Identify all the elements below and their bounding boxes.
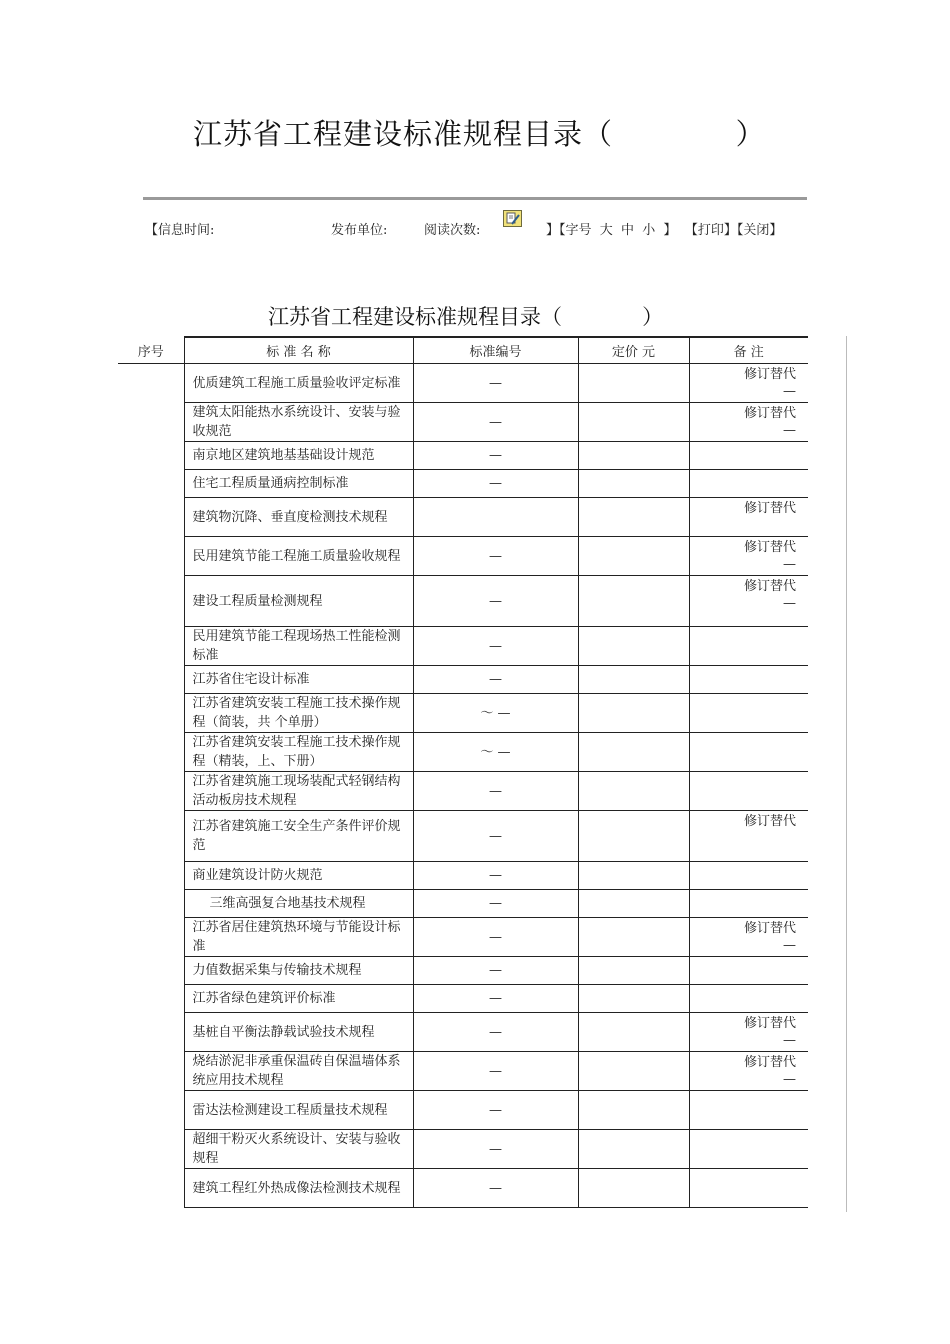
cell-note xyxy=(689,1169,808,1208)
cell-note xyxy=(689,442,808,470)
cell-name xyxy=(184,537,413,576)
cell-code: — xyxy=(413,442,578,470)
cell-name xyxy=(184,576,413,627)
cell-code: — xyxy=(413,1013,578,1052)
table-row xyxy=(118,627,808,666)
note-text: 修订替代 xyxy=(743,1016,796,1031)
cell-price xyxy=(578,1013,689,1052)
note-dash: — xyxy=(783,557,796,572)
table-row xyxy=(118,772,808,811)
cell-code: — xyxy=(413,918,578,957)
table-row xyxy=(118,498,808,537)
cell-price xyxy=(578,576,689,627)
info-controls[interactable]: 】【字号 大 中 小 】 【打印】【关闭】 xyxy=(546,223,783,238)
cell-seq xyxy=(118,862,184,890)
cell-seq xyxy=(118,694,184,733)
note-text: 修订替代 xyxy=(743,921,796,936)
cell-price xyxy=(578,470,689,498)
cell-name xyxy=(184,957,413,985)
table-row xyxy=(118,1130,808,1169)
cell-price xyxy=(578,733,689,772)
cell-code: ～ — xyxy=(413,694,578,733)
cell-name xyxy=(184,1052,413,1091)
cell-seq xyxy=(118,1052,184,1091)
cell-note xyxy=(689,811,808,862)
cell-code: — xyxy=(413,957,578,985)
note-text: 修订替代 xyxy=(743,814,796,829)
cell-code: — xyxy=(413,627,578,666)
note-dash: — xyxy=(783,596,796,611)
cell-seq xyxy=(118,442,184,470)
cell-note xyxy=(689,537,808,576)
cell-note xyxy=(689,890,808,918)
standard-name: 基桩自平衡法静载试验技术规程 xyxy=(192,1024,375,1040)
cell-price xyxy=(578,1052,689,1091)
standard-name: 江苏省建筑施工安全生产条件评价规范 xyxy=(192,819,401,853)
info-publisher-label: 发布单位: xyxy=(331,223,388,238)
table-row xyxy=(118,470,808,498)
note-text: 修订替代 xyxy=(743,406,796,421)
table-header-row xyxy=(118,338,808,364)
cell-code: — xyxy=(413,364,578,403)
cell-note xyxy=(689,666,808,694)
cell-price xyxy=(578,1169,689,1208)
table-row xyxy=(118,1052,808,1091)
standard-name: 建筑工程红外热成像法检测技术规程 xyxy=(192,1180,401,1196)
standard-name: 建筑太阳能热水系统设计、安装与验收规范 xyxy=(192,405,401,439)
cell-seq xyxy=(118,1013,184,1052)
cell-name xyxy=(184,498,413,537)
cell-seq xyxy=(118,666,184,694)
standard-name: 超细干粉灭火系统设计、安装与验收规程 xyxy=(192,1132,401,1166)
cell-code: — xyxy=(413,985,578,1013)
info-time-label: 【信息时间: xyxy=(145,223,215,238)
standard-name: 江苏省绿色建筑评价标准 xyxy=(192,991,336,1006)
cell-code: — xyxy=(413,1130,578,1169)
standard-name: 江苏省居住建筑热环境与节能设计标准 xyxy=(192,920,401,954)
cell-code: — xyxy=(413,811,578,862)
cell-price xyxy=(578,364,689,403)
table-row xyxy=(118,576,808,627)
standard-name: 三维高强复合地基技术规程 xyxy=(209,896,366,911)
cell-price xyxy=(578,442,689,470)
document-pencil-icon xyxy=(503,210,522,227)
cell-note xyxy=(689,1130,808,1169)
cell-seq xyxy=(118,537,184,576)
cell-seq xyxy=(118,627,184,666)
table-row xyxy=(118,957,808,985)
cell-seq xyxy=(118,733,184,772)
table-title: 江苏省工程建设标准规程目录（ ） xyxy=(268,305,664,329)
table-row xyxy=(118,862,808,890)
cell-name xyxy=(184,811,413,862)
cell-note xyxy=(689,772,808,811)
table-row xyxy=(118,442,808,470)
cell-note xyxy=(689,862,808,890)
cell-note xyxy=(689,1091,808,1130)
cell-seq xyxy=(118,772,184,811)
standard-name: 江苏省建筑安装工程施工技术操作规程（简装，共 个单册） xyxy=(192,696,401,730)
cell-seq xyxy=(118,498,184,537)
standard-name: 江苏省建筑安装工程施工技术操作规程（精装，上、下册） xyxy=(192,735,401,769)
header-code: 标准编号 xyxy=(413,338,578,364)
cell-note xyxy=(689,627,808,666)
cell-price xyxy=(578,666,689,694)
cell-code: — xyxy=(413,772,578,811)
table-row xyxy=(118,403,808,442)
cell-price xyxy=(578,918,689,957)
cell-price xyxy=(578,627,689,666)
note-dash: — xyxy=(783,1072,796,1087)
cell-price xyxy=(578,985,689,1013)
table-row xyxy=(118,1091,808,1130)
table-row xyxy=(118,537,808,576)
standard-name: 民用建筑节能工程现场热工性能检测标准 xyxy=(192,629,401,663)
cell-price xyxy=(578,862,689,890)
cell-price xyxy=(578,498,689,537)
standard-name: 南京地区建筑地基基础设计规范 xyxy=(192,448,375,463)
divider xyxy=(143,197,807,200)
note-text: 修订替代 xyxy=(743,367,796,382)
cell-name xyxy=(184,666,413,694)
page-title: 江苏省工程建设标准规程目录（ ） xyxy=(193,117,766,151)
cell-price xyxy=(578,957,689,985)
note-dash: — xyxy=(783,938,796,953)
standard-name: 民用建筑节能工程施工质量验收规程 xyxy=(192,548,401,564)
cell-code: — xyxy=(413,1091,578,1130)
cell-name xyxy=(184,985,413,1013)
cell-name xyxy=(184,733,413,772)
table-row xyxy=(118,733,808,772)
note-dash: — xyxy=(783,384,796,399)
cell-note xyxy=(689,1013,808,1052)
table-row xyxy=(118,694,808,733)
note-dash: — xyxy=(783,1033,796,1048)
cell-code xyxy=(413,498,578,537)
table-row xyxy=(118,811,808,862)
cell-seq xyxy=(118,811,184,862)
cell-code: — xyxy=(413,890,578,918)
standard-name: 住宅工程质量通病控制标准 xyxy=(192,476,349,491)
cell-code: — xyxy=(413,537,578,576)
standard-name: 雷达法检测建设工程质量技术规程 xyxy=(192,1102,388,1118)
cell-price xyxy=(578,1130,689,1169)
note-text: 修订替代 xyxy=(743,540,796,555)
cell-seq xyxy=(118,470,184,498)
cell-note xyxy=(689,403,808,442)
cell-note xyxy=(689,1052,808,1091)
standard-name: 建设工程质量检测规程 xyxy=(192,593,323,609)
cell-name xyxy=(184,1169,413,1208)
cell-name xyxy=(184,694,413,733)
cell-code: — xyxy=(413,666,578,694)
cell-name xyxy=(184,890,413,918)
standard-name: 建筑物沉降、垂直度检测技术规程 xyxy=(192,509,388,525)
standards-table xyxy=(118,338,808,1208)
cell-seq xyxy=(118,1130,184,1169)
standard-name: 江苏省建筑施工现场装配式轻钢结构活动板房技术规程 xyxy=(192,774,401,808)
cell-name xyxy=(184,1013,413,1052)
standard-name: 江苏省住宅设计标准 xyxy=(192,672,310,687)
cell-seq xyxy=(118,918,184,957)
cell-seq xyxy=(118,576,184,627)
cell-price xyxy=(578,890,689,918)
note-text: 修订替代 xyxy=(743,1055,796,1070)
cell-seq xyxy=(118,1169,184,1208)
cell-note xyxy=(689,733,808,772)
cell-price xyxy=(578,403,689,442)
page-right-rule xyxy=(846,336,847,1212)
cell-name xyxy=(184,470,413,498)
table-row xyxy=(118,890,808,918)
note-text: 修订替代 xyxy=(743,579,796,594)
cell-name xyxy=(184,772,413,811)
table-row xyxy=(118,1169,808,1208)
cell-code: — xyxy=(413,1169,578,1208)
header-note: 备 注 xyxy=(689,338,808,364)
standard-name: 力值数据采集与传输技术规程 xyxy=(192,963,362,978)
cell-seq xyxy=(118,985,184,1013)
cell-note xyxy=(689,576,808,627)
cell-seq xyxy=(118,890,184,918)
table-row xyxy=(118,666,808,694)
cell-price xyxy=(578,537,689,576)
cell-code: — xyxy=(413,1052,578,1091)
cell-seq xyxy=(118,403,184,442)
standard-name: 烧结淤泥非承重保温砖自保温墙体系统应用技术规程 xyxy=(192,1054,401,1088)
header-price: 定价 元 xyxy=(578,338,689,364)
cell-note xyxy=(689,470,808,498)
cell-code: — xyxy=(413,403,578,442)
cell-seq xyxy=(118,364,184,403)
cell-note xyxy=(689,918,808,957)
cell-code: — xyxy=(413,576,578,627)
cell-code: — xyxy=(413,470,578,498)
standard-name: 商业建筑设计防火规范 xyxy=(192,868,323,883)
cell-price xyxy=(578,694,689,733)
info-reads-label: 阅读次数: xyxy=(424,223,481,238)
cell-code: ～ — xyxy=(413,733,578,772)
cell-price xyxy=(578,811,689,862)
cell-price xyxy=(578,772,689,811)
table-row xyxy=(118,918,808,957)
cell-name xyxy=(184,1130,413,1169)
cell-note xyxy=(689,498,808,537)
cell-name xyxy=(184,1091,413,1130)
note-text: 修订替代 xyxy=(743,501,796,516)
header-seq: 序号 xyxy=(118,338,184,364)
cell-name xyxy=(184,862,413,890)
cell-name xyxy=(184,364,413,403)
table-row xyxy=(118,1013,808,1052)
standard-name: 优质建筑工程施工质量验收评定标准 xyxy=(192,375,401,391)
cell-note xyxy=(689,985,808,1013)
table-row xyxy=(118,364,808,403)
cell-seq xyxy=(118,1091,184,1130)
cell-price xyxy=(578,1091,689,1130)
header-name: 标 准 名 称 xyxy=(184,338,413,364)
cell-note xyxy=(689,957,808,985)
note-dash: — xyxy=(783,423,796,438)
cell-name xyxy=(184,403,413,442)
cell-note xyxy=(689,364,808,403)
cell-note xyxy=(689,694,808,733)
cell-seq xyxy=(118,957,184,985)
cell-name xyxy=(184,918,413,957)
cell-name xyxy=(184,442,413,470)
cell-code: — xyxy=(413,862,578,890)
cell-name xyxy=(184,627,413,666)
table-row xyxy=(118,985,808,1013)
